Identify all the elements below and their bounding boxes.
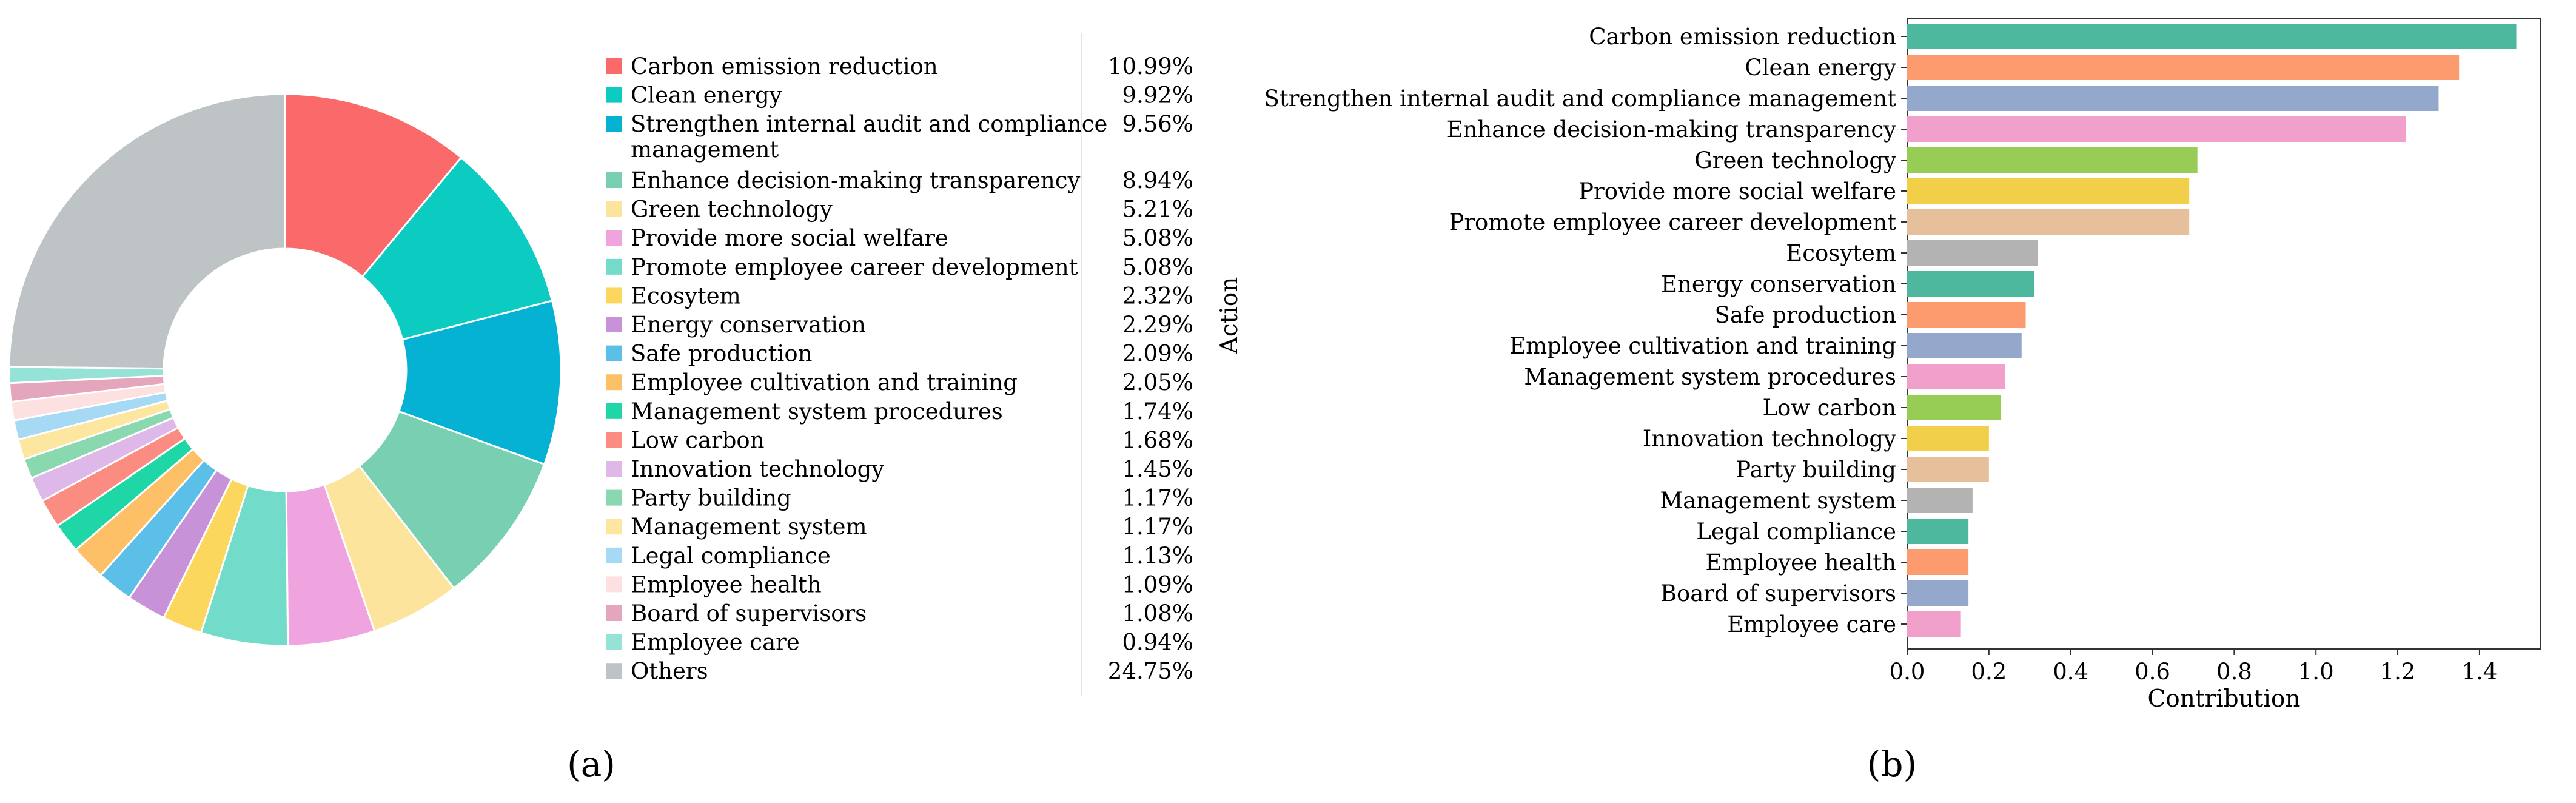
legend-label: Green technology	[631, 196, 833, 223]
legend-item-safe-production	[606, 341, 1193, 367]
bar-ecosytem	[1907, 240, 2038, 266]
legend-item-employee-care	[606, 630, 1193, 656]
legend-label: Ecosytem	[631, 283, 741, 309]
y-axis-label: Action	[1216, 277, 1243, 354]
legend-item-employee-health	[606, 571, 1193, 597]
legend-item-promote-employee-career-development	[606, 254, 1193, 280]
legend-label: Management system procedures	[631, 398, 1003, 425]
legend-label: Legal compliance	[631, 542, 831, 569]
y-tick-label: Employee cultivation and training	[1509, 333, 1896, 359]
bar-strengthen-internal-audit-and-compliance-management	[1907, 86, 2438, 111]
legend-swatch	[606, 490, 622, 506]
legend-swatch	[606, 346, 622, 361]
legend-label: Enhance decision-making transparency	[631, 167, 1081, 194]
y-tick-label: Safe production	[1714, 302, 1896, 328]
legend-value: 1.74%	[1122, 398, 1193, 425]
legend-label: management	[631, 136, 779, 163]
legend-label: Innovation technology	[631, 456, 885, 483]
y-tick-label: Green technology	[1694, 147, 1896, 173]
y-tick-label: Management system	[1660, 488, 1896, 514]
x-tick-label: 0.4	[2053, 659, 2089, 685]
legend-item-board-of-supervisors	[606, 600, 1193, 627]
legend-value: 5.21%	[1122, 196, 1193, 223]
bar-carbon-emission-reduction	[1907, 24, 2517, 49]
legend-value: 10.99%	[1107, 53, 1193, 79]
legend-label: Employee cultivation and training	[631, 369, 1018, 396]
bar-employee-health	[1907, 549, 1968, 575]
legend-item-management-system	[606, 514, 1193, 540]
x-tick-label: 0.6	[2135, 659, 2170, 685]
legend-label: Promote employee career development	[631, 254, 1078, 280]
legend-item-management-system-procedures	[606, 398, 1193, 425]
legend-swatch	[606, 201, 622, 217]
legend-value: 2.09%	[1122, 340, 1193, 367]
legend-item-others	[606, 658, 1193, 684]
legend-swatch	[606, 548, 622, 563]
legend-value: 8.94%	[1122, 167, 1193, 194]
legend-item-ecosytem	[606, 283, 1193, 309]
legend-label: Party building	[631, 485, 791, 511]
donut-legend	[606, 53, 1193, 684]
bar-board-of-supervisors	[1907, 580, 1968, 606]
legend-value: 1.17%	[1122, 485, 1193, 511]
legend-label: Safe production	[631, 340, 813, 367]
y-tick-label: Clean energy	[1745, 55, 1896, 81]
bar-promote-employee-career-development	[1907, 209, 2189, 235]
y-tick-label: Strengthen internal audit and compliance management	[1264, 86, 1896, 112]
legend-value: 1.68%	[1122, 427, 1193, 454]
donut-chart	[9, 94, 561, 646]
x-tick-label: 0.8	[2216, 659, 2252, 685]
legend-value: 1.08%	[1122, 600, 1193, 627]
legend-swatch	[606, 663, 622, 679]
y-tick-label: Management system procedures	[1524, 364, 1896, 390]
legend-swatch	[606, 116, 622, 132]
legend-value: 0.94%	[1122, 629, 1193, 656]
bar-enhance-decision-making-transparency	[1907, 116, 2406, 142]
legend-swatch	[606, 259, 622, 275]
legend-item-innovation-technology	[606, 456, 1193, 482]
y-tick-label: Promote employee career development	[1449, 209, 1896, 235]
panel-b-label: (b)	[1867, 744, 1917, 785]
legend-label: Energy conservation	[631, 312, 866, 338]
legend-item-energy-conservation	[606, 312, 1193, 338]
legend-item-clean-energy	[606, 82, 1193, 109]
legend-item-provide-more-social-welfare	[606, 225, 1193, 251]
legend-value: 1.09%	[1122, 571, 1193, 598]
x-tick-label: 1.0	[2298, 659, 2334, 685]
legend-swatch	[606, 317, 622, 332]
legend-value: 5.08%	[1122, 254, 1193, 280]
bar-chart	[1216, 18, 2541, 713]
y-tick-label: Low carbon	[1762, 395, 1896, 421]
legend-label: Employee care	[631, 629, 800, 656]
legend-swatch	[606, 287, 622, 303]
bar-safe-production	[1907, 302, 2026, 328]
y-tick-label: Employee health	[1705, 549, 1896, 576]
legend-value: 2.32%	[1122, 283, 1193, 309]
legend-label: Board of supervisors	[631, 600, 867, 627]
legend-value: 24.75%	[1107, 658, 1193, 685]
bar-employee-cultivation-and-training	[1907, 333, 2022, 358]
bar-legal-compliance	[1907, 519, 1968, 544]
legend-swatch	[606, 58, 622, 74]
bar-employee-care	[1907, 611, 1961, 637]
legend-value: 1.13%	[1122, 542, 1193, 569]
legend-label: Provide more social welfare	[631, 225, 948, 252]
y-tick-label: Employee care	[1727, 611, 1896, 637]
bar-management-system-procedures	[1907, 364, 2005, 389]
legend-item-party-building	[606, 485, 1193, 511]
legend-label: Strengthen internal audit and compliance	[631, 111, 1108, 138]
legend-swatch	[606, 230, 622, 246]
legend-item-enhance-decision-making-transparency	[606, 167, 1193, 193]
y-tick-label: Legal compliance	[1696, 519, 1896, 545]
bar-provide-more-social-welfare	[1907, 178, 2189, 204]
bar-low-carbon	[1907, 395, 2001, 420]
bar-innovation-technology	[1907, 426, 1989, 451]
legend-value: 1.17%	[1122, 514, 1193, 540]
legend-item-green-technology	[606, 197, 1193, 223]
y-tick-label: Ecosytem	[1786, 240, 1896, 266]
bar-clean-energy	[1907, 55, 2459, 80]
panel-a-label: (a)	[567, 744, 615, 785]
x-tick-label: 0.0	[1889, 659, 1925, 685]
bar-management-system	[1907, 488, 1973, 513]
legend-swatch	[606, 519, 622, 534]
y-tick-label: Energy conservation	[1661, 271, 1896, 297]
x-tick-label: 1.4	[2461, 659, 2498, 685]
x-tick-label: 0.2	[1971, 659, 2007, 685]
legend-swatch	[606, 374, 622, 390]
legend-label: Carbon emission reduction	[631, 53, 938, 79]
legend-label: Employee health	[631, 571, 822, 598]
bar-green-technology	[1907, 147, 2198, 173]
legend-value: 2.29%	[1122, 312, 1193, 338]
y-tick-label: Party building	[1736, 457, 1896, 483]
bar-party-building	[1907, 457, 1989, 482]
x-axis-label: Contribution	[2147, 685, 2301, 713]
legend-swatch	[606, 461, 622, 477]
legend-label: Management system	[631, 514, 867, 540]
y-tick-label: Carbon emission reduction	[1589, 24, 1896, 50]
legend-swatch	[606, 403, 622, 419]
legend-swatch	[606, 87, 622, 103]
legend-item-employee-cultivation-and-training	[606, 369, 1193, 395]
legend-item-strengthen-internal-audit-and-compliance-management	[606, 111, 1193, 163]
legend-value: 9.92%	[1122, 82, 1193, 109]
x-tick-label: 1.2	[2380, 659, 2416, 685]
legend-item-carbon-emission-reduction	[606, 53, 1193, 79]
legend-value: 9.56%	[1122, 111, 1193, 138]
legend-swatch	[606, 172, 622, 188]
legend-swatch	[606, 605, 622, 621]
donut-slice-others	[9, 94, 285, 369]
y-tick-label: Enhance decision-making transparency	[1446, 116, 1896, 143]
y-tick-label: Provide more social welfare	[1578, 178, 1896, 204]
legend-label: Others	[631, 658, 708, 685]
legend-swatch	[606, 576, 622, 592]
legend-swatch	[606, 634, 622, 650]
legend-item-legal-compliance	[606, 543, 1193, 569]
y-tick-label: Innovation technology	[1642, 426, 1896, 452]
y-tick-label: Board of supervisors	[1660, 580, 1896, 606]
legend-label: Clean energy	[631, 82, 782, 109]
legend-value: 1.45%	[1122, 456, 1193, 483]
legend-value: 2.05%	[1122, 369, 1193, 396]
legend-value: 5.08%	[1122, 225, 1193, 252]
legend-swatch	[606, 432, 622, 448]
legend-label: Low carbon	[631, 427, 765, 454]
legend-item-low-carbon	[606, 427, 1193, 453]
bar-energy-conservation	[1907, 271, 2034, 297]
